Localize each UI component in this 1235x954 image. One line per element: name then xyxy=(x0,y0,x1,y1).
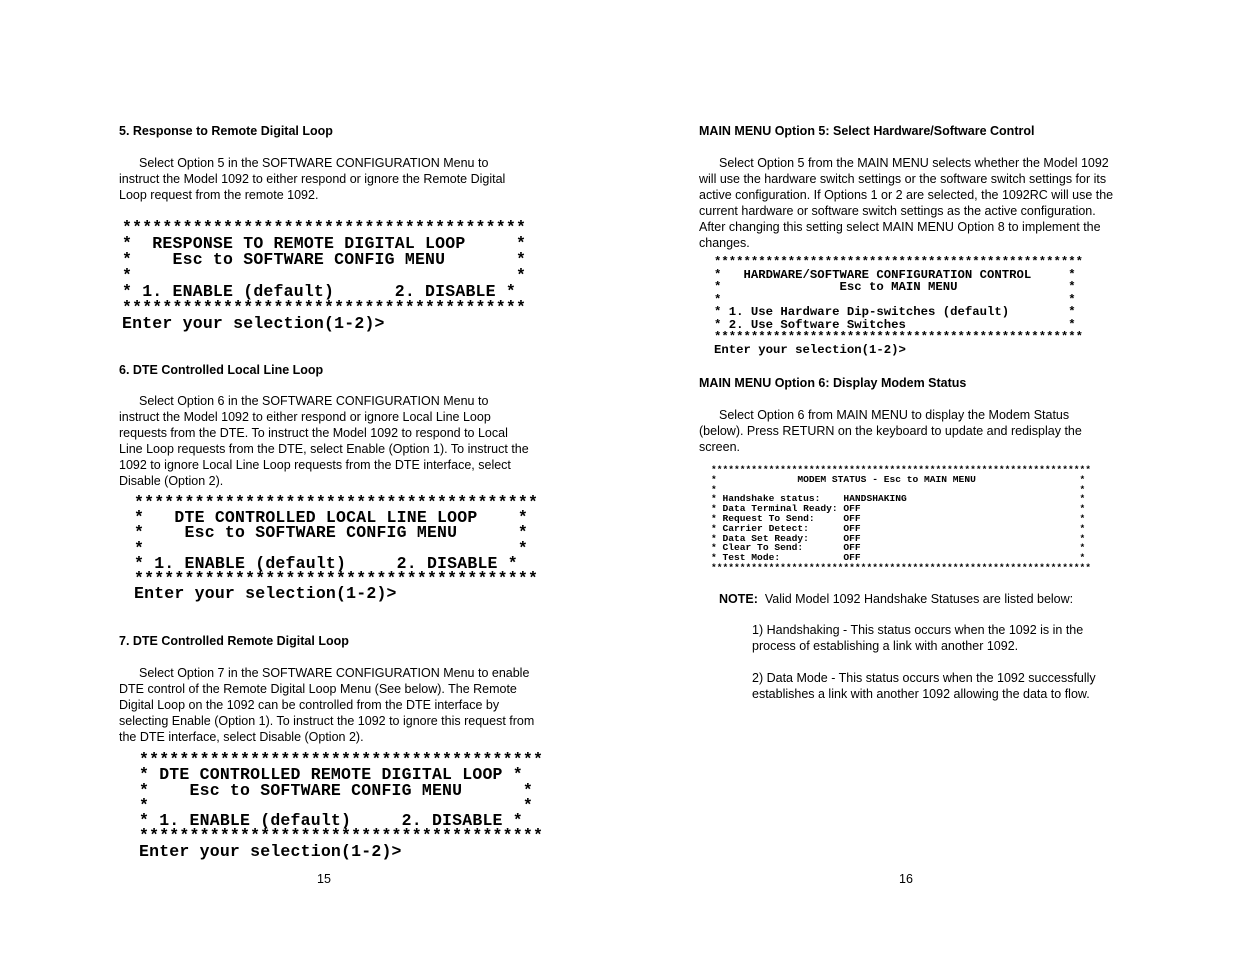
page-number-left: 15 xyxy=(317,872,331,886)
hardware-software-terminal-screen: ************************************************** * HARDWARE/SOFTWARE CONFIGURATION CONTROL * * Esc to MAIN MENU * * * * 1. Use Hardware Dip-switches (default) * * 2. Use Software Switches * ************************************************** Enter your selection(1-2)> xyxy=(714,255,1083,357)
note-label: NOTE: xyxy=(719,592,758,606)
main-menu-option-5-paragraph: Select Option 5 from the MAIN MENU selects whether the Model 1092 will use the hardware switch settings or the software switch settings for its active configuration. If Options 1 or 2 are selected, the 1092RC will use the current hardware or software switch settings as the active configuration. After changing this setting select MAIN MENU Option 8 to implement the changes. xyxy=(699,156,1114,250)
section-7-paragraph: Select Option 7 in the SOFTWARE CONFIGURATION Menu to enable DTE control of the Remote Digital Loop Menu (See below). The Remote Digital Loop on the 1092 can be controlled from the DTE interface by selecting Enable (Option 1). To instruct the 1092 to ignore this request from the DTE interface, select Disable (Option 2). xyxy=(119,666,535,744)
section-5-terminal-screen: **************************************** * RESPONSE TO REMOTE DIGITAL LOOP * * Esc to SOFTWARE CONFIG MENU * * * * 1. ENABLE (default) 2. DISABLE * **************************************** Enter your selection(1-2)> xyxy=(122,218,527,333)
section-6-heading: 6. DTE Controlled Local Line Loop xyxy=(119,363,324,377)
section-6-terminal-screen: **************************************** * DTE CONTROLLED LOCAL LINE LOOP * * Esc to SOFTWARE CONFIG MENU * * * * 1. ENABLE (default) 2. DISABLE * **************************************** Enter your selection(1-2)> xyxy=(134,493,539,604)
section-7-terminal-screen: **************************************** * DTE CONTROLLED REMOTE DIGITAL LOOP * * Esc to SOFTWARE CONFIG MENU * * * * 1. ENABLE (default) 2. DISABLE * **************************************** Enter your selection(1-2)> xyxy=(139,750,544,861)
section-5-paragraph: Select Option 5 in the SOFTWARE CONFIGURATION Menu to instruct the Model 1092 to either respond or ignore the Remote Digital Loop request from the remote 1092. xyxy=(119,156,506,202)
page-number-right: 16 xyxy=(899,872,913,886)
main-menu-option-6-paragraph: Select Option 6 from MAIN MENU to display the Modem Status (below). Press RETURN on the keyboard to update and redisplay the screen. xyxy=(699,408,1082,454)
main-menu-option-6-heading: MAIN MENU Option 6: Display Modem Status xyxy=(699,376,967,390)
section-6-paragraph: Select Option 6 in the SOFTWARE CONFIGURATION Menu to instruct the Model 1092 to either respond or ignore Local Line Loop requests from the DTE. To instruct the Model 1092 to respond to Local Line Loop requests from the DTE, select Enable (Option 1). To instruct the 1092 to ignore Local Line Loop requests from the DTE interface, select Disable (Option 2). xyxy=(119,394,529,488)
note-item-1: 1) Handshaking - This status occurs when the 1092 is in the process of establishing a link with another 1092. xyxy=(752,623,1084,653)
note-paragraph: NOTE: Valid Model 1092 Handshake Statuses are listed below: xyxy=(719,592,1074,606)
section-5-heading: 5. Response to Remote Digital Loop xyxy=(119,124,333,138)
modem-status-terminal-screen: ****************************************************************** * MODEM STATUS - Esc to MAIN MENU * * * * Handshake status: HANDSHAKING * * Data Terminal Ready: OFF * * Request To Send: OFF * * Carrier Detect: OFF * * Data Set Ready: OFF * * Clear To Send: OFF * * Test Mode: OFF * ****************************************************************** xyxy=(711,464,1091,573)
section-7-heading: 7. DTE Controlled Remote Digital Loop xyxy=(119,634,349,648)
main-menu-option-5-heading: MAIN MENU Option 5: Select Hardware/Software Control xyxy=(699,124,1035,138)
note-item-2: 2) Data Mode - This status occurs when the 1092 successfully establishes a link with another 1092 allowing the data to flow. xyxy=(752,671,1096,701)
